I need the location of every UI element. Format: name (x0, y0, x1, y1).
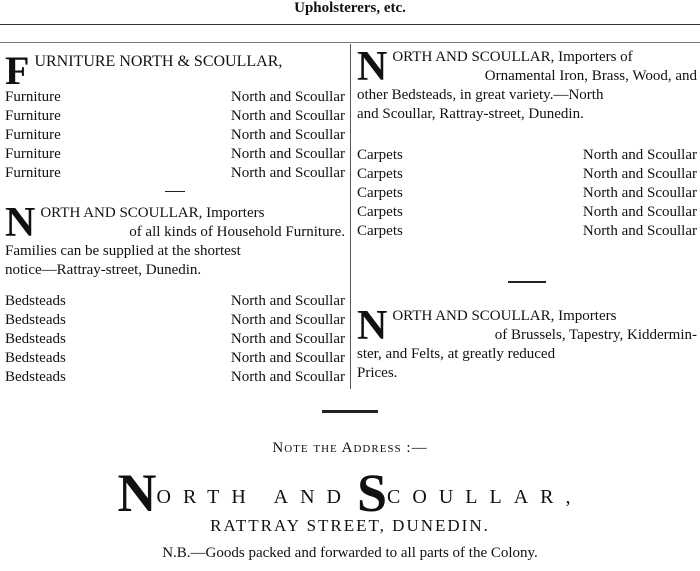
list-row (357, 222, 697, 241)
carpets-list (357, 146, 697, 241)
ornamental-bedsteads-ad: N ORTH AND SCOULLAR, Importers of Ornamental Iron, Brass, Wood, and other Bedsteads, in great variety.—North and Scoullar, Rattray-street, Dunedin. (357, 44, 697, 122)
drop-cap: N (5, 200, 36, 246)
firm-name: North and Scoullar (230, 293, 345, 309)
firm-name: North and Scoullar (230, 369, 345, 385)
firm-name: North and Scoullar (230, 127, 345, 143)
separator-dash (165, 191, 185, 192)
household-furniture-ad: N ORTH AND SCOULLAR, Importers of all kinds of Household Furniture. Families can be supplied at the shortest notice—Rattray-street, Dunedin. (5, 200, 345, 278)
nb-notice: N.B.—Goods packed and forwarded to all parts of the Colony. (162, 545, 538, 561)
item-name: Carpets (357, 223, 403, 239)
firm-name: North and Scoullar (230, 165, 345, 181)
left-column (5, 48, 345, 387)
column-top-rule (0, 42, 700, 43)
firm-name: North and Scoullar (230, 312, 345, 328)
firm-name: North and Scoullar (230, 89, 345, 105)
item-name: Furniture (5, 146, 61, 162)
bedsteads-list (5, 292, 345, 387)
list-row (357, 184, 697, 203)
firm-name: North and Scoullar (582, 147, 697, 163)
right-column (357, 44, 697, 383)
item-name: Furniture (5, 165, 61, 181)
list-row (5, 145, 345, 164)
item-name: Carpets (357, 147, 403, 163)
list-row (5, 330, 345, 349)
furniture-ad-heading: F URNITURE NORTH & SCOULLAR, (5, 48, 283, 93)
list-row (357, 203, 697, 222)
list-row (5, 349, 345, 368)
list-row (5, 368, 345, 387)
list-row (5, 126, 345, 145)
separator-dash (508, 281, 546, 283)
note-the-address: Note the Address :— (272, 440, 428, 456)
item-name: Bedsteads (5, 293, 66, 309)
street-address: RATTRAY STREET, DUNEDIN. (210, 516, 490, 535)
list-row (5, 311, 345, 330)
firm-name: North and Scoullar (582, 204, 697, 220)
furniture-list (5, 88, 345, 183)
item-name: Bedsteads (5, 312, 66, 328)
list-row (357, 165, 697, 184)
firm-name: North and Scoullar (230, 350, 345, 366)
brussels-carpet-ad: N ORTH AND SCOULLAR, Importers of Brussels, Tapestry, Kiddermin- ster, and Felts, at greatly reduced Prices. (357, 303, 697, 381)
item-name: Bedsteads (5, 331, 66, 347)
list-row (5, 292, 345, 311)
section-header: Upholsterers, etc. (294, 0, 406, 16)
item-name: Carpets (357, 185, 403, 201)
column-divider (350, 44, 351, 389)
item-name: Furniture (5, 89, 61, 105)
list-row (5, 164, 345, 183)
footer-separator (322, 410, 378, 413)
item-name: Furniture (5, 108, 61, 124)
header-rule (0, 24, 700, 25)
list-row (5, 107, 345, 126)
firm-name: North and Scoullar (230, 108, 345, 124)
item-name: Carpets (357, 204, 403, 220)
drop-cap: F (5, 48, 30, 93)
list-row (5, 88, 345, 107)
firm-name: North and Scoullar (230, 331, 345, 347)
list-row (357, 146, 697, 165)
firm-name: North and Scoullar (582, 185, 697, 201)
item-name: Bedsteads (5, 350, 66, 366)
firm-name: North and Scoullar (582, 166, 697, 182)
firm-name: NORTH AND SCOULLAR, (117, 463, 583, 523)
item-name: Carpets (357, 166, 403, 182)
firm-name: North and Scoullar (582, 223, 697, 239)
drop-cap: N (357, 303, 388, 349)
item-name: Furniture (5, 127, 61, 143)
drop-cap: N (357, 44, 388, 90)
item-name: Bedsteads (5, 369, 66, 385)
firm-name: North and Scoullar (230, 146, 345, 162)
